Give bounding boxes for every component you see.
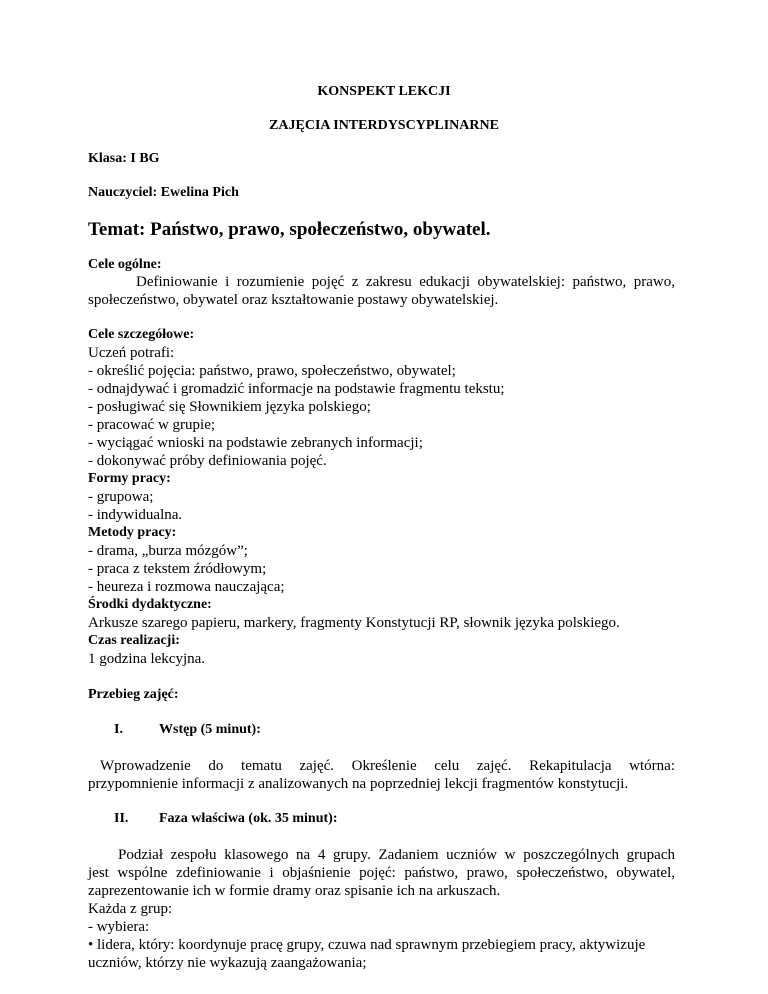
general-goals-line2: społeczeństwo, obywatel oraz kształtowanie postawy obywatelskiej. [88, 292, 499, 308]
lesson-topic: Temat: Państwo, prawo, społeczeństwo, obywatel. [88, 219, 491, 240]
list-item: - wyciągać wnioski na podstawie zebranych informacji; [88, 435, 423, 451]
duration-heading: Czas realizacji: [88, 633, 180, 648]
phase2-line4: Każda z grup: [88, 901, 173, 917]
phase2-line6: • lidera, który: koordynuje pracę grupy, czuwa nad sprawnym przebiegiem pracy, aktywizuje [88, 937, 646, 953]
document-title: KONSPEKT LEKCJI [317, 84, 451, 99]
lesson-flow-heading: Przebieg zajęć: [88, 687, 179, 702]
general-goals-line1: Definiowanie i rozumienie pojęć z zakresu edukacji obywatelskiej: państwo, prawo, [136, 274, 675, 290]
phase1-number: I. [114, 722, 123, 737]
list-item: - określić pojęcia: państwo, prawo, społeczeństwo, obywatel; [88, 363, 456, 379]
list-item: - pracować w grupie; [88, 417, 216, 433]
list-item: - heureza i rozmowa nauczająca; [88, 579, 285, 595]
list-item: - praca z tekstem źródłowym; [88, 561, 267, 577]
teaching-aids-heading: Środki dydaktyczne: [88, 597, 212, 612]
document-subtitle: ZAJĘCIA INTERDYSCYPLINARNE [269, 118, 499, 133]
list-item: - posługiwać się Słownikiem języka polskiego; [88, 399, 371, 415]
teacher-info: Nauczyciel: Ewelina Pich [88, 185, 239, 200]
specific-goals-intro: Uczeń potrafi: [88, 345, 175, 361]
phase1-line1: Wprowadzenie do tematu zajęć. Określenie celu zajęć. Rekapitulacja wtórna: [100, 758, 675, 774]
list-item: - grupowa; [88, 489, 154, 505]
work-forms-heading: Formy pracy: [88, 471, 171, 486]
list-item: - indywidualna. [88, 507, 183, 523]
work-methods-heading: Metody pracy: [88, 525, 177, 540]
phase2-line1: Podział zespołu klasowego na 4 grupy. Zadaniem uczniów w poszczególnych grupach [118, 847, 675, 863]
duration-text: 1 godzina lekcyjna. [88, 651, 206, 667]
phase2-line5: - wybiera: [88, 919, 150, 935]
class-info: Klasa: I BG [88, 151, 160, 166]
phase1-line2: przypomnienie informacji z analizowanych na poprzedniej lekcji fragmentów konstytucji. [88, 776, 629, 792]
phase2-title: Faza właściwa (ok. 35 minut): [159, 811, 338, 826]
phase2-number: II. [114, 811, 129, 826]
phase2-line3: zaprezentowanie ich w formie dramy oraz spisanie ich na arkuszach. [88, 883, 501, 899]
phase1-title: Wstęp (5 minut): [159, 722, 261, 737]
specific-goals-heading: Cele szczegółowe: [88, 327, 195, 342]
teaching-aids-text: Arkusze szarego papieru, markery, fragmenty Konstytucji RP, słownik języka polskiego. [88, 615, 620, 631]
list-item: - drama, „burza mózgów”; [88, 543, 248, 559]
phase2-line2: jest wspólne zdefiniowanie i objaśnienie pojęć: państwo, prawo, społeczeństwo, obywatel, [88, 865, 675, 881]
list-item: - dokonywać próby definiowania pojęć. [88, 453, 327, 469]
list-item: - odnajdywać i gromadzić informacje na podstawie fragmentu tekstu; [88, 381, 505, 397]
phase2-line7: uczniów, którzy nie wykazują zaangażowania; [88, 955, 367, 971]
general-goals-heading: Cele ogólne: [88, 257, 162, 272]
